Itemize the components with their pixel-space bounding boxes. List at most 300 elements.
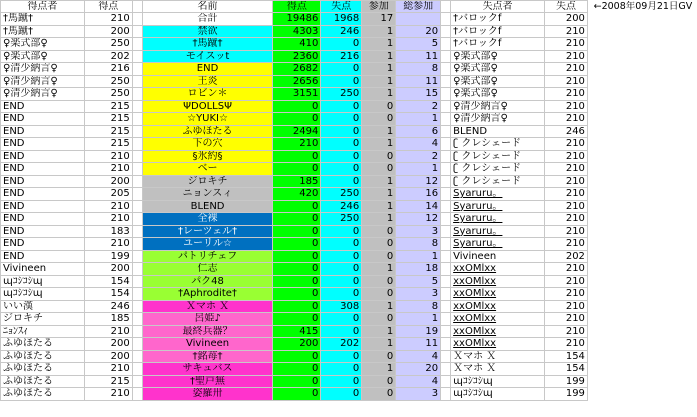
score-cell[interactable]: 0	[273, 225, 321, 238]
name-cell[interactable]: END	[142, 63, 273, 76]
spacer-cell[interactable]	[441, 13, 451, 26]
scorer-cell[interactable]: ふゆほたる	[1, 350, 85, 363]
name-cell[interactable]: サキュバス	[142, 363, 273, 376]
points-cell[interactable]: 154	[84, 275, 132, 288]
points-cell[interactable]: 200	[84, 338, 132, 351]
lost-cell[interactable]: 0	[321, 250, 362, 263]
points-cell[interactable]: 210	[84, 150, 132, 163]
spacer-cell[interactable]	[441, 75, 451, 88]
name-cell[interactable]: ベー	[142, 163, 273, 176]
scorer-cell[interactable]: ♀楽式部♀	[1, 38, 85, 51]
name-cell[interactable]: 禁欲	[142, 25, 273, 38]
lost-cell[interactable]: 250	[321, 213, 362, 226]
score-cell[interactable]: 19486	[273, 13, 321, 26]
spacer-cell[interactable]	[441, 175, 451, 188]
participation-cell[interactable]: 1	[362, 213, 396, 226]
lost-cell[interactable]: 0	[321, 225, 362, 238]
participation-cell[interactable]: 1	[362, 138, 396, 151]
spacer-cell[interactable]	[132, 1, 142, 13]
points-cell[interactable]: 210	[84, 363, 132, 376]
header-scorer[interactable]: 得点者	[1, 1, 85, 13]
conceder-cell[interactable]: xxOMlxx	[451, 288, 545, 301]
conceder-cell[interactable]: †バロックf	[451, 38, 545, 51]
lost-points-cell[interactable]: 210	[545, 188, 588, 201]
points-cell[interactable]: 210	[84, 238, 132, 251]
scorer-cell[interactable]: ♀清少納言♀	[1, 63, 85, 76]
score-cell[interactable]: 0	[273, 113, 321, 126]
spacer-cell[interactable]	[132, 213, 142, 226]
score-cell[interactable]: 415	[273, 325, 321, 338]
conceder-cell[interactable]: †バロックf	[451, 13, 545, 26]
name-cell[interactable]: BLEND	[142, 200, 273, 213]
lost-cell[interactable]: 202	[321, 338, 362, 351]
empty-cell[interactable]	[587, 300, 696, 313]
scorer-cell[interactable]: END	[1, 100, 85, 113]
empty-cell[interactable]	[587, 288, 696, 301]
score-cell[interactable]: 0	[273, 263, 321, 276]
participation-cell[interactable]: 1	[362, 50, 396, 63]
scorer-cell[interactable]: END	[1, 200, 85, 213]
score-cell[interactable]: 185	[273, 175, 321, 188]
spacer-cell[interactable]	[132, 25, 142, 38]
score-cell[interactable]: 4303	[273, 25, 321, 38]
scorer-cell[interactable]: END	[1, 225, 85, 238]
lost-cell[interactable]: 0	[321, 350, 362, 363]
name-cell[interactable]: Vivineen	[142, 338, 273, 351]
lost-points-cell[interactable]: 200	[545, 13, 588, 26]
empty-cell[interactable]	[587, 88, 696, 101]
empty-cell[interactable]	[587, 13, 696, 26]
lost-points-cell[interactable]: 210	[545, 200, 588, 213]
score-cell[interactable]: 2360	[273, 50, 321, 63]
empty-cell[interactable]	[587, 325, 696, 338]
spacer-cell[interactable]	[441, 50, 451, 63]
spacer-cell[interactable]	[441, 363, 451, 376]
lost-cell[interactable]: 216	[321, 50, 362, 63]
empty-cell[interactable]	[587, 163, 696, 176]
score-cell[interactable]: 2494	[273, 125, 321, 138]
name-cell[interactable]: ユーリル☆	[142, 238, 273, 251]
spacer-cell[interactable]	[132, 138, 142, 151]
conceder-cell[interactable]: xxOMlxx	[451, 325, 545, 338]
scorer-cell[interactable]: ﾆｮﾝｽｨ	[1, 325, 85, 338]
lost-points-cell[interactable]: 210	[545, 113, 588, 126]
conceder-cell[interactable]: Vivineen	[451, 250, 545, 263]
header-lost[interactable]: 失点	[321, 1, 362, 13]
lost-cell[interactable]: 0	[321, 138, 362, 151]
conceder-cell[interactable]: Syaruru。	[451, 188, 545, 201]
total-participation-cell[interactable]: 1	[396, 250, 441, 263]
total-participation-cell[interactable]: 4	[396, 350, 441, 363]
lost-points-cell[interactable]: 210	[545, 25, 588, 38]
points-cell[interactable]: 202	[84, 50, 132, 63]
conceder-cell[interactable]: ɰｺｼｺｼɰ	[451, 375, 545, 388]
lost-points-cell[interactable]: 210	[545, 213, 588, 226]
participation-cell[interactable]: 17	[362, 13, 396, 26]
lost-cell[interactable]: 0	[321, 150, 362, 163]
name-cell[interactable]: ロビン＊	[142, 88, 273, 101]
empty-cell[interactable]	[587, 200, 696, 213]
conceder-cell[interactable]: xxOMlxx	[451, 313, 545, 326]
total-participation-cell[interactable]: 4	[396, 138, 441, 151]
spacer-cell[interactable]	[132, 375, 142, 388]
name-cell[interactable]: パク48	[142, 275, 273, 288]
lost-cell[interactable]: 308	[321, 300, 362, 313]
conceder-cell[interactable]: xxOMlxx	[451, 263, 545, 276]
participation-cell[interactable]: 1	[362, 63, 396, 76]
name-cell[interactable]: †Aphrodite†	[142, 288, 273, 301]
spacer-cell[interactable]	[441, 238, 451, 251]
participation-cell[interactable]: 1	[362, 88, 396, 101]
participation-cell[interactable]: 1	[362, 338, 396, 351]
empty-cell[interactable]	[587, 50, 696, 63]
points-cell[interactable]: 210	[84, 213, 132, 226]
spacer-cell[interactable]	[132, 150, 142, 163]
participation-cell[interactable]: 0	[362, 275, 396, 288]
score-cell[interactable]: 0	[273, 163, 321, 176]
header-name[interactable]: 名前	[142, 1, 273, 13]
spacer-cell[interactable]	[132, 200, 142, 213]
participation-cell[interactable]: 1	[362, 25, 396, 38]
scorer-cell[interactable]: いい漢	[1, 300, 85, 313]
total-participation-cell[interactable]: 1	[396, 113, 441, 126]
participation-cell[interactable]: 1	[362, 325, 396, 338]
lost-points-cell[interactable]: 210	[545, 138, 588, 151]
spacer-cell[interactable]	[132, 38, 142, 51]
participation-cell[interactable]: 0	[362, 163, 396, 176]
name-cell[interactable]: ふゆほたる	[142, 125, 273, 138]
name-cell[interactable]: 王炎	[142, 75, 273, 88]
participation-cell[interactable]: 0	[362, 250, 396, 263]
participation-cell[interactable]: 0	[362, 288, 396, 301]
name-cell[interactable]: モイスッt	[142, 50, 273, 63]
spacer-cell[interactable]	[132, 88, 142, 101]
spacer-cell[interactable]	[441, 125, 451, 138]
empty-cell[interactable]	[587, 175, 696, 188]
spacer-cell[interactable]	[132, 100, 142, 113]
score-cell[interactable]: 0	[273, 250, 321, 263]
total-participation-cell[interactable]: 2	[396, 150, 441, 163]
lost-points-cell[interactable]: 210	[545, 38, 588, 51]
total-participation-cell[interactable]: 20	[396, 363, 441, 376]
participation-cell[interactable]: 0	[362, 113, 396, 126]
conceder-cell[interactable]: Syaruru。	[451, 200, 545, 213]
total-participation-cell[interactable]: 16	[396, 188, 441, 201]
lost-cell[interactable]: 0	[321, 113, 362, 126]
name-cell[interactable]: §氷約§	[142, 150, 273, 163]
scorer-cell[interactable]: END	[1, 213, 85, 226]
score-cell[interactable]: 210	[273, 138, 321, 151]
lost-points-cell[interactable]: 210	[545, 63, 588, 76]
lost-points-cell[interactable]: 246	[545, 125, 588, 138]
empty-cell[interactable]	[587, 113, 696, 126]
participation-cell[interactable]: 0	[362, 225, 396, 238]
participation-cell[interactable]: 0	[362, 375, 396, 388]
lost-cell[interactable]: 0	[321, 363, 362, 376]
name-cell[interactable]: 下の穴	[142, 138, 273, 151]
empty-cell[interactable]	[587, 38, 696, 51]
spacer-cell[interactable]	[441, 88, 451, 101]
score-cell[interactable]: 0	[273, 313, 321, 326]
empty-cell[interactable]	[587, 225, 696, 238]
points-cell[interactable]: 200	[84, 175, 132, 188]
spacer-cell[interactable]	[441, 38, 451, 51]
spacer-cell[interactable]	[132, 13, 142, 26]
header-conceder[interactable]: 失点者	[451, 1, 545, 13]
score-cell[interactable]: 0	[273, 213, 321, 226]
score-cell[interactable]: 410	[273, 38, 321, 51]
participation-cell[interactable]: 0	[362, 388, 396, 401]
conceder-cell[interactable]: Ｘマホ Ｘ	[451, 350, 545, 363]
spacer-cell[interactable]	[441, 100, 451, 113]
empty-cell[interactable]	[587, 100, 696, 113]
score-cell[interactable]: 0	[273, 375, 321, 388]
participation-cell[interactable]: 1	[362, 200, 396, 213]
lost-points-cell[interactable]: 210	[545, 288, 588, 301]
empty-cell[interactable]	[587, 275, 696, 288]
lost-cell[interactable]: 0	[321, 288, 362, 301]
header-lost-points[interactable]: 失点	[545, 1, 588, 13]
conceder-cell[interactable]: ♀楽式部♀	[451, 75, 545, 88]
scorer-cell[interactable]: END	[1, 138, 85, 151]
header-points[interactable]: 得点	[84, 1, 132, 13]
points-cell[interactable]: 250	[84, 38, 132, 51]
empty-cell[interactable]	[587, 63, 696, 76]
total-participation-cell[interactable]: 11	[396, 338, 441, 351]
spacer-cell[interactable]	[132, 275, 142, 288]
empty-cell[interactable]	[587, 375, 696, 388]
conceder-cell[interactable]: ʗ クレシェード	[451, 163, 545, 176]
lost-points-cell[interactable]: 210	[545, 88, 588, 101]
participation-cell[interactable]: 1	[362, 38, 396, 51]
points-cell[interactable]: 215	[84, 113, 132, 126]
scorer-cell[interactable]: Vivineen	[1, 263, 85, 276]
score-cell[interactable]: 3151	[273, 88, 321, 101]
lost-cell[interactable]: 0	[321, 163, 362, 176]
lost-cell[interactable]: 0	[321, 75, 362, 88]
spacer-cell[interactable]	[441, 325, 451, 338]
total-participation-cell[interactable]: 6	[396, 125, 441, 138]
scorer-cell[interactable]: END	[1, 125, 85, 138]
spacer-cell[interactable]	[441, 288, 451, 301]
participation-cell[interactable]: 1	[362, 75, 396, 88]
score-cell[interactable]: 0	[273, 238, 321, 251]
total-participation-cell[interactable]: 15	[396, 88, 441, 101]
lost-points-cell[interactable]: 210	[545, 150, 588, 163]
score-cell[interactable]: 2656	[273, 75, 321, 88]
header-participation[interactable]: 参加	[362, 1, 396, 13]
lost-points-cell[interactable]: 210	[545, 325, 588, 338]
participation-cell[interactable]: 1	[362, 188, 396, 201]
total-participation-cell[interactable]: 14	[396, 200, 441, 213]
empty-cell[interactable]	[587, 338, 696, 351]
conceder-cell[interactable]: Ｘマホ Ｘ	[451, 363, 545, 376]
total-participation-cell[interactable]: 5	[396, 275, 441, 288]
spacer-cell[interactable]	[132, 238, 142, 251]
lost-cell[interactable]: 250	[321, 188, 362, 201]
lost-cell[interactable]: 0	[321, 175, 362, 188]
lost-points-cell[interactable]: 210	[545, 263, 588, 276]
lost-cell[interactable]: 0	[321, 63, 362, 76]
lost-points-cell[interactable]: 210	[545, 338, 588, 351]
conceder-cell[interactable]: ɰｺｼｺｼɰ	[451, 388, 545, 401]
spacer-cell[interactable]	[132, 263, 142, 276]
points-cell[interactable]: 200	[84, 263, 132, 276]
empty-cell[interactable]	[587, 313, 696, 326]
spacer-cell[interactable]	[132, 350, 142, 363]
conceder-cell[interactable]: xxOMlxx	[451, 338, 545, 351]
score-cell[interactable]: 0	[273, 200, 321, 213]
spacer-cell[interactable]	[132, 250, 142, 263]
spacer-cell[interactable]	[441, 63, 451, 76]
spacer-cell[interactable]	[132, 163, 142, 176]
points-cell[interactable]: 210	[84, 13, 132, 26]
total-participation-cell[interactable]	[396, 13, 441, 26]
empty-cell[interactable]	[587, 238, 696, 251]
points-cell[interactable]: 199	[84, 250, 132, 263]
spacer-cell[interactable]	[132, 50, 142, 63]
scorer-cell[interactable]: ♀清少納言♀	[1, 88, 85, 101]
name-cell[interactable]: †レーツェル†	[142, 225, 273, 238]
spacer-cell[interactable]	[441, 188, 451, 201]
name-cell[interactable]: Ｘマホ Ｘ	[142, 300, 273, 313]
lost-points-cell[interactable]: 210	[545, 275, 588, 288]
spacer-cell[interactable]	[441, 138, 451, 151]
total-participation-cell[interactable]: 8	[396, 63, 441, 76]
points-cell[interactable]: 250	[84, 88, 132, 101]
spacer-cell[interactable]	[132, 125, 142, 138]
total-participation-cell[interactable]: 20	[396, 25, 441, 38]
conceder-cell[interactable]: ♀楽式部♀	[451, 50, 545, 63]
points-cell[interactable]: 246	[84, 300, 132, 313]
total-participation-cell[interactable]: 12	[396, 175, 441, 188]
total-participation-cell[interactable]: 11	[396, 50, 441, 63]
spacer-cell[interactable]	[132, 300, 142, 313]
conceder-cell[interactable]: BLEND	[451, 125, 545, 138]
scorer-cell[interactable]: †馬蹴†	[1, 13, 85, 26]
conceder-cell[interactable]: Syaruru。	[451, 213, 545, 226]
name-cell[interactable]: †馬蹴†	[142, 38, 273, 51]
lost-cell[interactable]: 0	[321, 325, 362, 338]
lost-cell[interactable]: 0	[321, 125, 362, 138]
score-cell[interactable]: 0	[273, 388, 321, 401]
lost-points-cell[interactable]: 210	[545, 238, 588, 251]
lost-cell[interactable]: 246	[321, 25, 362, 38]
score-cell[interactable]: 0	[273, 300, 321, 313]
scorer-cell[interactable]: END	[1, 175, 85, 188]
spacer-cell[interactable]	[441, 163, 451, 176]
empty-cell[interactable]	[587, 125, 696, 138]
lost-points-cell[interactable]: 210	[545, 313, 588, 326]
name-cell[interactable]: ジロキチ	[142, 175, 273, 188]
participation-cell[interactable]: 1	[362, 125, 396, 138]
header-total-participation[interactable]: 総参加	[396, 1, 441, 13]
score-cell[interactable]: 0	[273, 288, 321, 301]
name-cell[interactable]: 呂姫♪	[142, 313, 273, 326]
points-cell[interactable]: 205	[84, 188, 132, 201]
conceder-cell[interactable]: xxOMlxx	[451, 275, 545, 288]
scorer-cell[interactable]: END	[1, 188, 85, 201]
spacer-cell[interactable]	[132, 225, 142, 238]
lost-cell[interactable]: 0	[321, 275, 362, 288]
spacer-cell[interactable]	[132, 188, 142, 201]
participation-cell[interactable]: 0	[362, 350, 396, 363]
total-participation-cell[interactable]: 2	[396, 100, 441, 113]
scorer-cell[interactable]: ふゆほたる	[1, 338, 85, 351]
participation-cell[interactable]: 0	[362, 313, 396, 326]
participation-cell[interactable]: 0	[362, 150, 396, 163]
spacer-cell[interactable]	[441, 313, 451, 326]
lost-cell[interactable]: 250	[321, 88, 362, 101]
score-cell[interactable]: 0	[273, 350, 321, 363]
total-participation-cell[interactable]: 3	[396, 288, 441, 301]
conceder-cell[interactable]: Syaruru。	[451, 225, 545, 238]
lost-points-cell[interactable]: 210	[545, 300, 588, 313]
spacer-cell[interactable]	[441, 113, 451, 126]
scorer-cell[interactable]: END	[1, 250, 85, 263]
lost-cell[interactable]: 1968	[321, 13, 362, 26]
scorer-cell[interactable]: END	[1, 150, 85, 163]
total-participation-cell[interactable]: 18	[396, 263, 441, 276]
scorer-cell[interactable]: ♀清少納言♀	[1, 75, 85, 88]
conceder-cell[interactable]: ♀楽式部♀	[451, 63, 545, 76]
lost-cell[interactable]: 0	[321, 313, 362, 326]
score-cell[interactable]: 2682	[273, 63, 321, 76]
name-cell[interactable]: ☆YUKI☆	[142, 113, 273, 126]
name-cell[interactable]: ΨDOLLSΨ	[142, 100, 273, 113]
conceder-cell[interactable]: ʗ クレシェード	[451, 138, 545, 151]
total-participation-cell[interactable]: 8	[396, 300, 441, 313]
spacer-cell[interactable]	[132, 388, 142, 401]
points-cell[interactable]: 183	[84, 225, 132, 238]
empty-cell[interactable]	[587, 388, 696, 401]
lost-points-cell[interactable]: 199	[545, 375, 588, 388]
spacer-cell[interactable]	[441, 1, 451, 13]
conceder-cell[interactable]: ♀楽式部♀	[451, 88, 545, 101]
lost-cell[interactable]: 0	[321, 238, 362, 251]
participation-cell[interactable]: 0	[362, 100, 396, 113]
conceder-cell[interactable]: ♀清少納言♀	[451, 113, 545, 126]
lost-cell[interactable]: 0	[321, 375, 362, 388]
lost-cell[interactable]: 0	[321, 100, 362, 113]
scorer-cell[interactable]: END	[1, 238, 85, 251]
points-cell[interactable]: 210	[84, 200, 132, 213]
points-cell[interactable]: 215	[84, 100, 132, 113]
spacer-cell[interactable]	[441, 250, 451, 263]
lost-points-cell[interactable]: 210	[545, 225, 588, 238]
total-participation-cell[interactable]: 19	[396, 325, 441, 338]
points-cell[interactable]: 215	[84, 375, 132, 388]
name-cell[interactable]: パトリチェフ	[142, 250, 273, 263]
total-participation-cell[interactable]: 11	[396, 75, 441, 88]
total-participation-cell[interactable]: 8	[396, 238, 441, 251]
total-participation-cell[interactable]: 4	[396, 375, 441, 388]
empty-cell[interactable]	[587, 250, 696, 263]
points-cell[interactable]: 216	[84, 63, 132, 76]
participation-cell[interactable]: 0	[362, 238, 396, 251]
participation-cell[interactable]: 1	[362, 175, 396, 188]
spacer-cell[interactable]	[132, 63, 142, 76]
spacer-cell[interactable]	[441, 225, 451, 238]
spacer-cell[interactable]	[441, 388, 451, 401]
spacer-cell[interactable]	[132, 75, 142, 88]
spacer-cell[interactable]	[441, 25, 451, 38]
spacer-cell[interactable]	[132, 325, 142, 338]
lost-points-cell[interactable]: 199	[545, 388, 588, 401]
name-cell[interactable]: ニョンスィ	[142, 188, 273, 201]
points-cell[interactable]: 185	[84, 313, 132, 326]
scorer-cell[interactable]: ふゆほたる	[1, 375, 85, 388]
